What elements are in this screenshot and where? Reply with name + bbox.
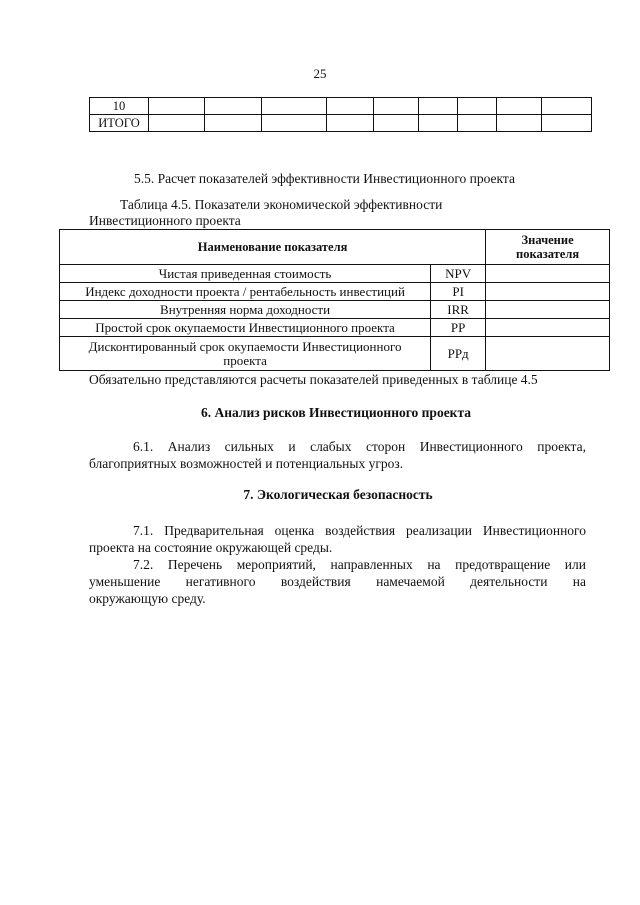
header-value-line1: Значение: [521, 233, 574, 247]
indicator-name: [60, 337, 431, 371]
paragraph-line: проекта на состояние окружающей среды.: [89, 540, 333, 555]
section-6-title: 6. Анализ рисков Инвестиционного проекта: [200, 405, 472, 420]
indicator-value[interactable]: [486, 265, 610, 283]
table-caption-line1: Таблица 4.5. Показатели экономической эффективности: [120, 197, 443, 212]
table-note: Обязательно представляются расчеты показателей приведенных в таблице 4.5: [89, 372, 538, 387]
paragraph-7-2: [89, 556, 586, 607]
table-row: [90, 115, 592, 132]
indicator-abbr: PPд: [431, 337, 486, 371]
indicator-name: Простой срок окупаемости Инвестиционного проекта: [60, 319, 431, 337]
table-row: [60, 301, 610, 319]
indicator-abbr: PP: [431, 319, 486, 337]
row-label: 10: [90, 98, 149, 115]
indicator-name-line1: Дисконтированный срок окупаемости Инвестиционного: [88, 338, 402, 354]
table-row: [60, 319, 610, 337]
indicator-value[interactable]: [486, 319, 610, 337]
header-indicator-name: Наименование показателя: [60, 230, 486, 265]
paragraph-line: 6.1. Анализ сильных и слабых сторон Инвестиционного проекта,: [133, 439, 586, 454]
indicator-abbr: IRR: [431, 301, 486, 319]
indicator-value[interactable]: [486, 301, 610, 319]
section-7-title: 7. Экологическая безопасность: [243, 487, 433, 502]
paragraph-line: уменьшение негативного воздействия намечаемой деятельности на: [89, 574, 586, 589]
paragraph-line: 7.1. Предварительная оценка воздействия реализации Инвестиционного: [133, 523, 586, 538]
table-row: [60, 283, 610, 301]
header-indicator-value: [486, 230, 610, 265]
indicator-name: Внутренняя норма доходности: [60, 301, 431, 319]
indicator-name-line2: проекта: [223, 352, 267, 368]
efficiency-indicators-table: [59, 229, 610, 371]
paragraph-6-1: [89, 438, 586, 472]
budget-table-fragment: [89, 97, 592, 132]
indicator-abbr: NPV: [431, 265, 486, 283]
indicator-abbr: PI: [431, 283, 486, 301]
indicator-value[interactable]: [486, 337, 610, 371]
indicator-value[interactable]: [486, 283, 610, 301]
row-label-total: ИТОГО: [90, 115, 149, 132]
paragraph-7-1: [89, 522, 586, 556]
header-value-line2: показателя: [516, 247, 580, 261]
table-row: [60, 265, 610, 283]
table-caption-line2: Инвестиционного проекта: [89, 213, 241, 228]
paragraph-line: благоприятных возможностей и потенциальных угроз.: [89, 456, 404, 471]
indicator-name: Индекс доходности проекта / рентабельность инвестиций: [60, 283, 431, 301]
paragraph-line: окружающую среду.: [89, 591, 206, 606]
table-row: [90, 98, 592, 115]
indicator-name: Чистая приведенная стоимость: [60, 265, 431, 283]
table-row: [60, 337, 610, 371]
section-5-5-heading: 5.5. Расчет показателей эффективности Инвестиционного проекта: [134, 171, 515, 186]
page-number: 25: [313, 66, 327, 81]
paragraph-line: 7.2. Перечень мероприятий, направленных на предотвращение или: [133, 557, 586, 572]
table-header-row: [60, 230, 610, 265]
